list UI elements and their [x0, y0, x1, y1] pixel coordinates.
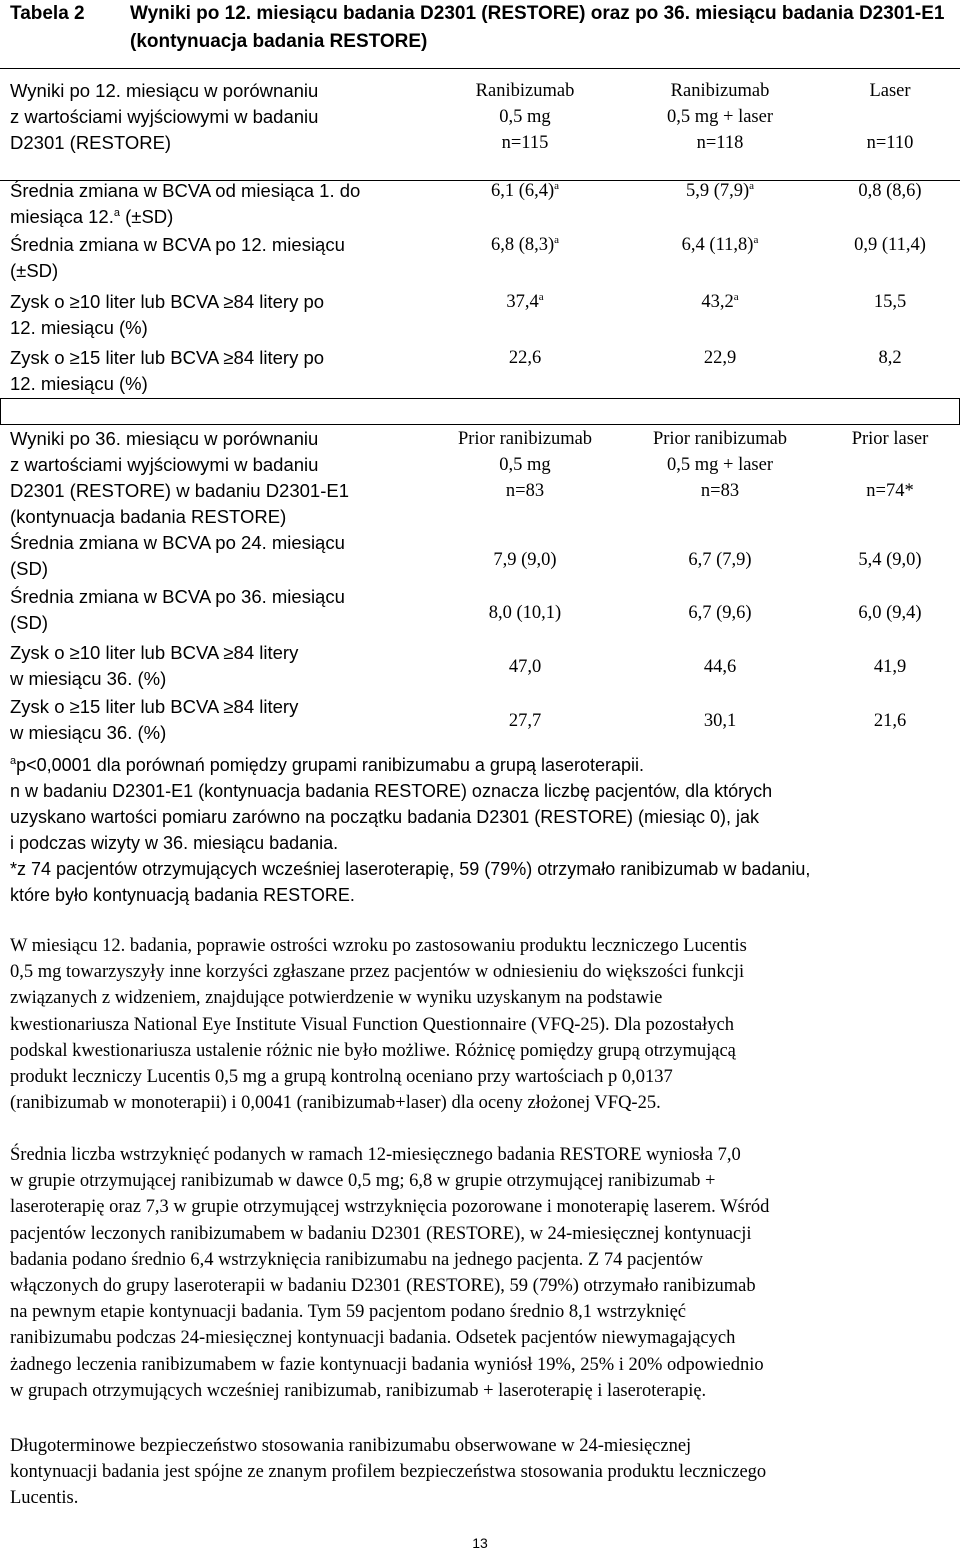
column-header-line: n=83	[700, 481, 740, 501]
footnote-a	[10, 752, 950, 778]
column-header-line	[820, 104, 960, 130]
section1-column-header	[625, 78, 815, 156]
paragraph-line: w grupie otrzymującej ranibizumab w dawce 0,5 mg; 6,8 w grupie otrzymującej ranibizumab +	[10, 1171, 716, 1192]
table-cell: 6,0 (9,4)	[858, 603, 922, 623]
paragraph-line: ranibizumabu podczas 24-miesięcznej kontynuacji badania. Odsetek pacjentów niewymagających	[10, 1328, 736, 1349]
section2-top-border	[0, 424, 960, 425]
paragraph	[10, 1142, 955, 1404]
results-table	[0, 68, 960, 754]
paragraph-line: badania podano średnio 6,4 wstrzyknięcia ranibizumabu na jednego pacjenta. Z 74 pacjentów	[10, 1249, 703, 1270]
paragraph-line: W miesiącu 12. badania, poprawie ostrości wzroku po zastosowaniu produktu leczniczego Lucentis	[10, 936, 747, 956]
row-label-line: Średnia zmiana w BCVA po 36. miesiącu	[10, 586, 345, 607]
table-cell	[440, 178, 610, 204]
spacer-left-border	[0, 398, 1, 424]
section2-heading-line: z wartościami wyjściowymi w badaniu	[10, 454, 319, 475]
paragraph-line: laseroterapię oraz 7,3 w grupie otrzymującej wstrzyknięcia pozorowane i monoterapię laserem. Wśród	[10, 1197, 770, 1218]
footnote-line: i podczas wizyty w 36. miesiącu badania.	[10, 833, 339, 853]
section2-heading-line: (kontynuacja badania RESTORE)	[10, 506, 287, 527]
paragraph-line: związanych z widzeniem, znajdujące potwierdzenie w wyniku uzyskanym na podstawie	[10, 988, 663, 1009]
row-label-line: Średnia zmiana w BCVA po 24. miesiącu	[10, 532, 345, 553]
row-label-line: (±SD)	[10, 260, 59, 281]
row-label-line	[10, 204, 430, 230]
row-label-line: 12. miesiącu (%)	[10, 373, 148, 394]
section2-heading-line: Wyniki po 36. miesiącu w porównaniu	[10, 428, 319, 449]
cell-value: 22,9	[703, 348, 737, 368]
table-cell: 27,7	[508, 711, 542, 731]
cell-value: 5,9 (7,9)	[685, 181, 750, 201]
cell-value: 8,2	[878, 348, 902, 368]
column-header-line: Prior ranibizumab	[457, 429, 593, 449]
table-label: Tabela 2	[10, 3, 85, 24]
footnote-line: które było kontynuacją badania RESTORE.	[10, 885, 355, 905]
paragraph-line: włączonych do grupy laseroterapii w badaniu D2301 (RESTORE), 59 (79%) otrzymało ranibizumab	[10, 1276, 756, 1297]
table-cell: 44,6	[703, 657, 737, 677]
table-title: Wyniki po 12. miesiącu badania D2301 (RESTORE) oraz po 36. miesiącu badania D2301-E1 (kontynuacja badania RESTORE)	[130, 3, 945, 52]
section2-column-header	[820, 426, 960, 504]
column-header-line: Laser	[869, 81, 911, 101]
row-label-line: w miesiącu 36. (%)	[10, 668, 167, 689]
column-header-line: n=118	[696, 133, 744, 153]
paragraph-line: na pewnym etapie kontynuacji badania. Tym 59 pacjentom podano średnio 8,1 wstrzyknięć	[10, 1302, 686, 1323]
cell-value: 37,4	[506, 292, 539, 312]
table-cell: 6,7 (7,9)	[688, 550, 752, 570]
footnote-marker: a	[554, 179, 560, 192]
section1-column-header	[440, 78, 610, 156]
footnote-marker: a	[749, 179, 755, 192]
footnote-marker: a	[753, 233, 759, 246]
page-number: 13	[472, 1535, 488, 1551]
table-cell	[820, 178, 960, 204]
table-cell	[820, 289, 960, 315]
footnote-marker: a	[733, 290, 739, 303]
section1-bottom-border	[0, 398, 960, 399]
row-label-line: Zysk o ≥10 liter lub BCVA ≥84 litery po	[10, 291, 325, 312]
section1-heading-line: z wartościami wyjściowymi w badaniu	[10, 106, 319, 127]
section1-heading-line: Wyniki po 12. miesiącu w porównaniu	[10, 80, 319, 101]
paragraph-line: (ranibizumab w monoterapii) i 0,0041 (ranibizumab+laser) dla oceny złożonej VFQ-25.	[10, 1093, 661, 1114]
section1-column-header	[820, 78, 960, 156]
table-row-label	[10, 345, 430, 397]
row-label-line: 12. miesiącu (%)	[10, 317, 148, 338]
footnote-text: p<0,0001 dla porównań pomiędzy grupami ranibizumabu a grupą laseroterapii.	[16, 755, 645, 775]
table-cell: 41,9	[873, 657, 907, 677]
column-header-line: 0,5 mg + laser	[667, 455, 773, 475]
table-cell	[440, 232, 610, 258]
table-cell: 8,0 (10,1)	[488, 603, 562, 623]
paragraph-line: w grupach otrzymujących wcześniej ranibizumab, ranibizumab + laseroterapię i laseroterapię.	[10, 1380, 707, 1401]
cell-value: 0,9 (11,4)	[854, 235, 926, 255]
table-row-label	[10, 640, 430, 692]
table-row-label	[10, 232, 430, 284]
column-header-line	[820, 452, 960, 478]
row-label-line: (SD)	[10, 612, 49, 633]
column-header-line: n=74*	[866, 481, 914, 501]
row-label-line: w miesiącu 36. (%)	[10, 722, 167, 743]
column-header-line: Prior laser	[851, 429, 929, 449]
row-label-line: Zysk o ≥10 liter lub BCVA ≥84 litery	[10, 642, 299, 663]
table-cell	[820, 345, 960, 371]
section2-column-header	[440, 426, 610, 504]
paragraph	[10, 1433, 955, 1512]
cell-value: 15,5	[873, 292, 907, 312]
paragraph-line: kontynuacji badania jest spójne ze znanym profilem bezpieczeństwa stosowania produktu leczniczego	[10, 1462, 767, 1483]
paragraph-line: żadnego leczenia ranibizumabem w fazie kontynuacji badania wyniósł 19%, 25% i 20% odpowiednio	[10, 1354, 764, 1375]
paragraph	[10, 933, 955, 1116]
table-cell: 21,6	[873, 711, 907, 731]
section1-heading-line: D2301 (RESTORE)	[10, 132, 172, 153]
column-header-line: Ranibizumab	[475, 81, 575, 101]
row-label-text: (±SD)	[119, 206, 174, 227]
table-cell: 30,1	[703, 711, 737, 731]
footnote-marker: a	[10, 755, 17, 767]
column-header-line: n=115	[501, 133, 549, 153]
cell-value: 6,8 (8,3)	[490, 235, 555, 255]
column-header-line: 0,5 mg	[499, 455, 551, 475]
paragraph-line: podskal kwestionariusza ustalenie różnic nie było możliwe. Różnicę pomiędzy grupą otrzymującą	[10, 1040, 736, 1061]
section2-heading-line: D2301 (RESTORE) w badaniu D2301-E1	[10, 480, 349, 501]
table-cell: 6,7 (9,6)	[688, 603, 752, 623]
table-row-label	[10, 584, 430, 636]
paragraph-line: Długoterminowe bezpieczeństwo stosowania ranibizumabu obserwowane w 24-miesięcznej	[10, 1436, 692, 1456]
row-label-line: (SD)	[10, 558, 49, 579]
table-row-label	[10, 178, 430, 230]
table-row-label	[10, 289, 430, 341]
table-cell	[625, 345, 815, 371]
cell-value: 22,6	[508, 348, 542, 368]
table-row-label	[10, 530, 430, 582]
table-cell	[625, 232, 815, 258]
footnote-marker: a	[538, 290, 544, 303]
section1-heading	[10, 78, 430, 156]
paragraph-line: 0,5 mg towarzyszyły inne korzyści zgłaszane przez pacjentów w odniesieniu do większości funkcji	[10, 962, 745, 983]
row-label-line: Średnia zmiana w BCVA po 12. miesiącu	[10, 234, 345, 255]
footnote-line: uzyskano wartości pomiaru zarówno na początku badania D2301 (RESTORE) (miesiąc 0), jak	[10, 807, 760, 827]
table-cell: 7,9 (9,0)	[493, 550, 557, 570]
cell-value: 6,4 (11,8)	[681, 235, 754, 255]
paragraph-line: pacjentów leczonych ranibizumabem w badaniu D2301 (RESTORE), w 24-miesięcznej kontynuacji	[10, 1223, 752, 1244]
row-label-line: Zysk o ≥15 liter lub BCVA ≥84 litery	[10, 696, 299, 717]
row-label-text: miesiąca 12.	[10, 206, 114, 227]
table-cell: 5,4 (9,0)	[858, 550, 922, 570]
table-cell	[820, 232, 960, 258]
column-header-line: 0,5 mg + laser	[667, 107, 773, 127]
paragraph-line: produkt leczniczy Lucentis 0,5 mg a grupą kontrolną oceniano przy wartościach p 0,0137	[10, 1067, 673, 1088]
paragraph-line: kwestionariusza National Eye Institute Visual Function Questionnaire (VFQ-25). Dla pozostałych	[10, 1014, 735, 1035]
cell-value: 0,8 (8,6)	[858, 181, 922, 201]
table-cell	[625, 178, 815, 204]
table-cell	[440, 289, 610, 315]
cell-value: 6,1 (6,4)	[490, 181, 555, 201]
table-cell: 47,0	[508, 657, 542, 677]
table-row-label	[10, 694, 430, 746]
column-header-line: Prior ranibizumab	[652, 429, 788, 449]
footnote-line: n w badaniu D2301-E1 (kontynuacja badania RESTORE) oznacza liczbę pacjentów, dla których	[10, 781, 773, 801]
footnote-marker: a	[113, 206, 120, 219]
table-cell	[440, 345, 610, 371]
column-header-line: Ranibizumab	[670, 81, 770, 101]
section2-heading	[10, 426, 430, 530]
table-footnotes	[10, 752, 950, 908]
column-header-line: n=110	[866, 133, 914, 153]
footnote-line: *z 74 pacjentów otrzymujących wcześniej laseroterapię, 59 (79%) otrzymało ranibizumab w badaniu,	[10, 859, 811, 879]
cell-value: 43,2	[701, 292, 734, 312]
table-top-border	[0, 68, 960, 69]
column-header-line: 0,5 mg	[499, 107, 551, 127]
paragraph-line: Średnia liczba wstrzyknięć podanych w ramach 12-miesięcznego badania RESTORE wyniosła 7,0	[10, 1145, 741, 1165]
paragraph-line: Lucentis.	[10, 1488, 79, 1509]
table-cell	[625, 289, 815, 315]
section2-column-header	[625, 426, 815, 504]
column-header-line: n=83	[505, 481, 545, 501]
footnote-marker: a	[554, 233, 560, 246]
row-label-line: Średnia zmiana w BCVA od miesiąca 1. do	[10, 180, 361, 201]
row-label-line: Zysk o ≥15 liter lub BCVA ≥84 litery po	[10, 347, 325, 368]
